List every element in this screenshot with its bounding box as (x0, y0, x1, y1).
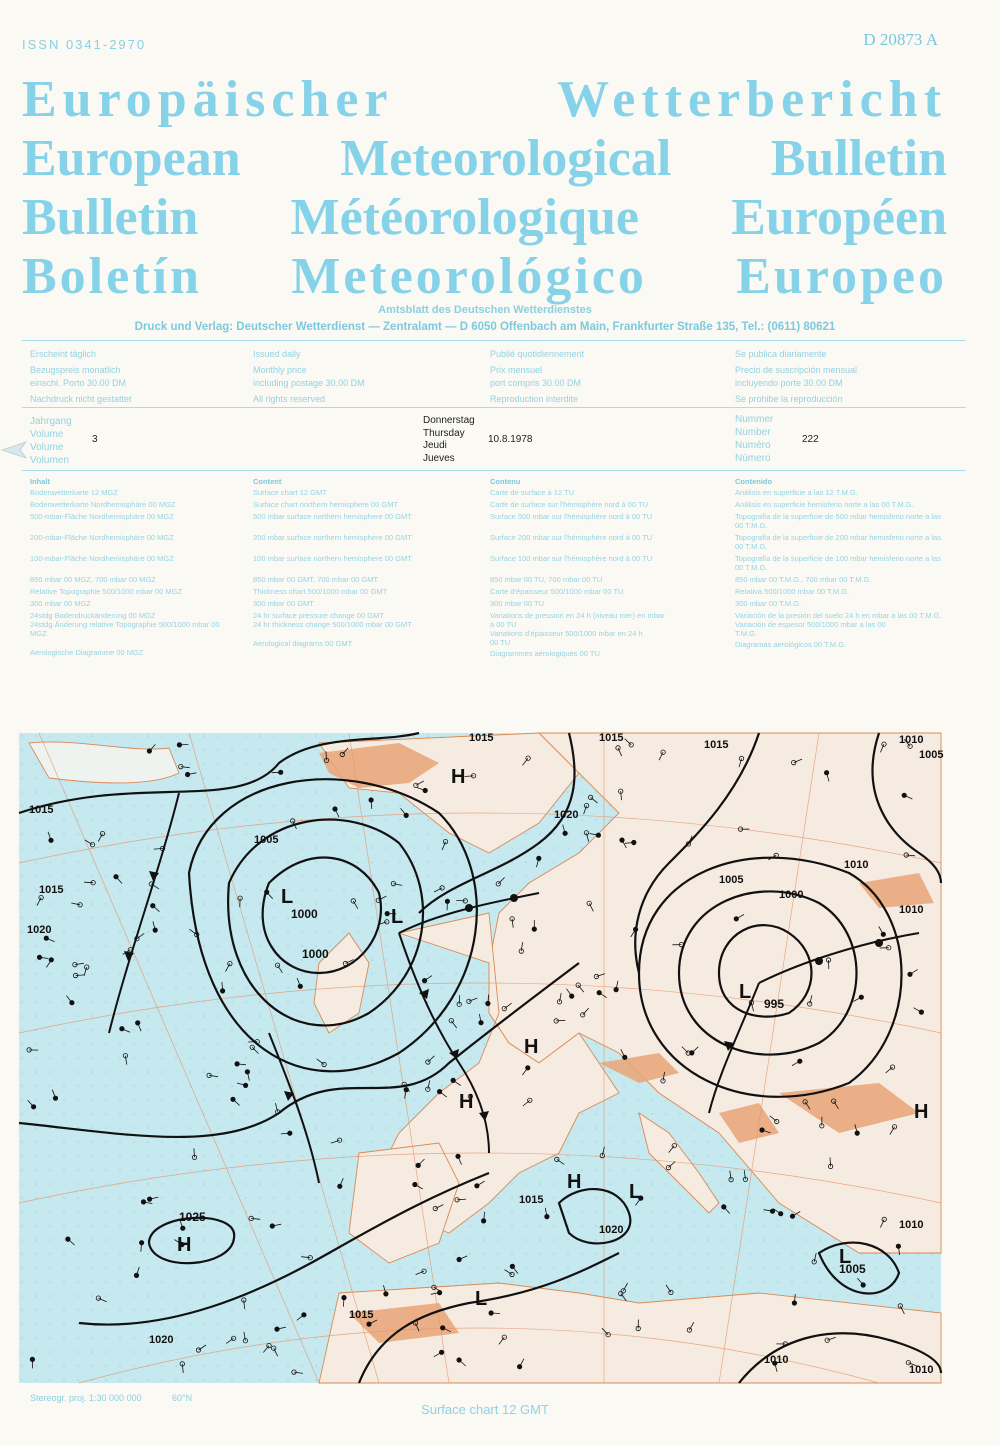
contents-item: 200 mbar surface northern hemisphere 00 GMT (253, 533, 412, 542)
contents-item: 24 hr surface pressure change 00 GMT (253, 611, 384, 620)
pressure-center-l: L (629, 1181, 642, 1203)
isobar-label: 1020 (149, 1334, 174, 1346)
isobar-label: 1010 (764, 1354, 789, 1366)
weekday-labels (423, 415, 475, 465)
sub-line: Se publica diariamente (735, 349, 827, 359)
isobar-label: 1005 (919, 749, 944, 761)
isobar-label: 1010 (844, 859, 869, 871)
station-marker (422, 978, 426, 982)
isobar-label: 1005 (719, 874, 744, 886)
pressure-center-l: L (739, 981, 752, 1003)
contents-item: 100-mbar-Fläche Nordhemisphäre 00 MGZ (30, 554, 174, 563)
center-pressure-value: 1000 (291, 907, 318, 921)
title-word: Europäischer (22, 71, 394, 128)
sub-line: einschl. Porto 30.00 DM (30, 378, 127, 388)
front-semicircle (875, 939, 883, 947)
title-word: Bulletin (22, 189, 199, 246)
title-word: Europeo (736, 248, 947, 305)
wind-barb (491, 1313, 500, 1314)
weekday-label: Jeudi (423, 440, 447, 451)
subscription-fr (490, 348, 584, 406)
contents-item: Surface chart 12 GMT (253, 488, 327, 497)
subscription-es (735, 348, 857, 406)
sub-line: Bezugspreis monatlich (30, 365, 121, 375)
sub-line: Publié quotidiennement (490, 349, 585, 359)
contents-item: 300 mbar 00 GMT (253, 599, 314, 608)
contents-item: Surface 100 mbar sur l'hémisphère nord à 00 TU (490, 554, 653, 563)
sub-line: Reproduction interdite (490, 394, 579, 404)
projection-note: Stereogr. proj. 1:30 000 000 (30, 1393, 142, 1403)
isobar-label: 1010 (899, 1219, 924, 1231)
title-word: European (22, 130, 241, 187)
contents-item: Relative Topographie 500/1000 mbar 00 MGZ (30, 587, 183, 596)
contents-item: 24stdg Bodendruckänderung 00 MGZ (30, 611, 156, 620)
station-marker (451, 1078, 455, 1082)
title-word: Européen (731, 189, 947, 246)
isobar-label: 1010 (899, 734, 924, 746)
contents-heading: Contenu (490, 477, 521, 486)
contents-item: Análisis en superficie hemisferio norte a las 00 T.M.G. (735, 500, 914, 509)
volume-label: Volume (30, 442, 64, 453)
contents-de (30, 477, 220, 657)
isobar-label: 1015 (704, 739, 729, 751)
contents-item: Carte de surface sur l'hémisphère nord à 00 TU (490, 500, 649, 509)
station-marker (475, 1184, 479, 1188)
pressure-center-h: H (459, 1091, 474, 1113)
station-marker (338, 1184, 342, 1188)
sub-line: port compris 30.00 DM (490, 378, 582, 388)
center-pressure-value: 1025 (179, 1210, 206, 1224)
station-marker (457, 1257, 461, 1261)
divider (22, 340, 966, 341)
contents-item: Variations d'épaisseur 500/1000 mbar en 24 h 00 TU (490, 629, 643, 647)
contents-heading: Content (253, 477, 282, 486)
title-word: Meteorológico (291, 248, 647, 305)
number-labels (735, 413, 773, 465)
title-german (22, 70, 947, 129)
weekday-label: Thursday (423, 427, 465, 439)
contents-item: Diagrammes aérologiques 00 TU (490, 649, 600, 658)
sub-line: including postage 30.00 DM (253, 378, 365, 388)
contents-item: Diagramas aerológicos 00 T.M.G. (735, 640, 847, 649)
sub-line: Nachdruck nicht gestattet (30, 394, 132, 404)
center-pressure-value: 995 (764, 997, 785, 1011)
sub-line: Prix mensuel (490, 365, 543, 375)
volume-labels (30, 415, 72, 467)
title-word: Boletín (22, 248, 202, 305)
chart-caption: Surface chart 12 GMT (421, 1402, 549, 1417)
contents-en (253, 477, 423, 648)
title-block (22, 70, 947, 306)
sub-line: All rights reserved (253, 394, 326, 404)
pressure-center-h: H (451, 766, 466, 788)
isobar-label: 1015 (39, 884, 64, 896)
sub-line: Issued daily (253, 349, 301, 359)
weather-map (19, 732, 944, 1383)
wind-barb (456, 900, 465, 901)
weather-chart (19, 732, 944, 1383)
contents-item: Topografía de la superficie de 200 mbar hemisferio norte a las 00 T.M.G. (735, 533, 941, 551)
isobar-label: 1020 (27, 924, 52, 936)
isobar-label: 1015 (519, 1194, 544, 1206)
volume-label: Jahrgang (30, 416, 72, 427)
issue-number: 222 (802, 434, 819, 445)
pressure-center-h: H (177, 1234, 192, 1256)
contents-item: Surface chart northern hemisphere 00 GMT (253, 500, 399, 509)
station-marker (798, 1059, 802, 1063)
contents-item: Bodenwetterkarte Nordhemisphäre 00 MGZ (30, 500, 176, 509)
binding-arrow-icon (0, 440, 28, 460)
contents-item: Surface 500 mbar sur l'hémisphère nord à 00 TU (490, 512, 653, 521)
station-marker (413, 1182, 417, 1186)
number-label: Numéro (735, 440, 771, 451)
contents-item: 300 mbar 00 TU (490, 599, 545, 608)
contents-item: 850 mbar 00 MGZ, 700 mbar 00 MGZ (30, 575, 156, 584)
contents-item: Análisis en superficie a las 12 T.M.G. (735, 488, 858, 497)
contents-item: 850 mbar 00 TU, 700 mbar 00 TU (490, 575, 603, 584)
contents-item: Bodenwetterkarte 12 MGZ (30, 488, 118, 497)
pressure-center-h: H (524, 1036, 539, 1058)
title-word: Bulletin (770, 130, 947, 187)
isobar-label: 1010 (899, 904, 924, 916)
center-pressure-value: 1005 (839, 1262, 866, 1276)
volume-label: Volumen (30, 455, 69, 466)
pressure-center-h: H (914, 1101, 929, 1123)
number-label: Número (735, 453, 771, 464)
contents-item: 850 mbar 00 GMT, 700 mbar 00 GMT (253, 575, 379, 584)
contents-item: Topografía de la superficie de 100 mbar hemisferio norte a las 00 T.M.G. (735, 554, 941, 572)
subscription-de (30, 348, 132, 406)
contents-item: 100 mbar surface northern hemisphere 00 GMT (253, 554, 412, 563)
station-marker (136, 1021, 140, 1025)
contents-item: 500 mbar surface northern hemisphere 00 GMT (253, 512, 412, 521)
front-semicircle (465, 904, 473, 912)
weekday-label: Jueves (423, 452, 455, 464)
contents-item: Relativa 500/1000 mbar 00 T.M.G. (735, 587, 850, 596)
contents-item: Variación de la presión del suelo 24 h en mbar a las 00 T.M.G. (735, 611, 942, 620)
contents-item: Thickness chart 500/1000 mbar 00 GMT (253, 587, 388, 596)
contents-item: Aerological diagrams 00 GMT (253, 639, 353, 648)
contents-item: Carte d'épaisseur 500/1000 mbar 00 TU (490, 587, 624, 596)
contents-fr (490, 477, 670, 658)
isobar-label: 1015 (599, 732, 624, 744)
station-marker (623, 1055, 627, 1059)
sub-line: Erscheint täglich (30, 349, 97, 359)
station-marker (120, 1027, 124, 1031)
issn: ISSN 0341-2970 (22, 37, 147, 52)
wind-barb (326, 751, 327, 760)
front-semicircle (510, 894, 518, 902)
subscription-en (253, 348, 365, 406)
title-word: Météorologique (290, 189, 640, 246)
contents-item: 300 mbar 00 MGZ (30, 599, 91, 608)
title-spanish (22, 247, 947, 306)
pressure-center-l: L (391, 906, 404, 928)
pressure-center-l: L (475, 1288, 488, 1310)
title-english (22, 129, 947, 188)
publisher-line: Druck und Verlag: Deutscher Wetterdienst — Zentralamt — D 6050 Offenbach am Main, Frankfurter Straße 135, Tel.: (0611) 80621 (134, 321, 836, 333)
contents-item: Carte de surface à 12 TU (490, 488, 575, 497)
station-marker (902, 793, 906, 797)
contents-item: Topografía de la superficie de 500 mbar hemisferio norte a las 00 T.M.G. (735, 512, 941, 530)
title-word: Wetterbericht (557, 71, 947, 128)
divider (22, 407, 966, 408)
number-label: Number (735, 427, 771, 438)
contents-item: 500-mbar-Fläche Nordhemisphäre 00 MGZ (30, 512, 174, 521)
contents-item: Variations de pression en 24 h (niveau mer) en mbar à 00 TU (490, 611, 665, 629)
contents-es (735, 477, 945, 649)
volume-number: 3 (92, 434, 98, 445)
sub-line: Monthly price (253, 365, 307, 375)
wind-barb (84, 882, 93, 883)
contents-item: Aerologische Diagramme 00 MGZ (30, 648, 144, 657)
station-marker (620, 838, 624, 842)
sub-line: incluyendo porte 30.00 DM (735, 378, 843, 388)
contents-item: 850 mbar 00 T.M.G., 700 mbar 00 T.M.G. (735, 575, 872, 584)
isobar-label: 1015 (349, 1309, 374, 1321)
pressure-center-l: L (839, 1246, 852, 1268)
pressure-center-h: H (567, 1171, 582, 1193)
station-marker (49, 958, 53, 962)
document-code: D 20873 A (863, 30, 938, 49)
isobar-label: 1005 (254, 834, 279, 846)
isobar-label: 1010 (909, 1364, 934, 1376)
weekday-label: Donnerstag (423, 415, 475, 426)
number-label: Nummer (735, 414, 774, 425)
contents-item: 24 hr thickness change 500/1000 mbar 00 GMT (253, 620, 412, 629)
title-french (22, 188, 947, 247)
issue-date: 10.8.1978 (488, 434, 533, 445)
center-pressure-value: 1000 (302, 947, 329, 961)
contents-item: 200-mbar-Fläche Nordhemisphäre 00 MGZ (30, 533, 174, 542)
sub-line: Precio de suscripción mensual (735, 365, 858, 375)
contents-item: 300 mbar 00 T.M.G. (735, 599, 802, 608)
front-semicircle (815, 957, 823, 965)
sub-line: Se prohibe la reproducción (735, 394, 843, 404)
divider (22, 470, 966, 471)
pressure-center-l: L (281, 886, 294, 908)
contents-heading: Inhalt (30, 477, 50, 486)
contents-item: 24stdg Änderung relative Topographie 500/1000 mbar 00 MGZ (30, 620, 220, 638)
isobar-label: 1000 (779, 889, 804, 901)
isobar-label: 1020 (554, 809, 579, 821)
contents-item: Surface 200 mbar sur l'hémisphère nord à 00 TU (490, 533, 653, 542)
isobar-label: 1020 (599, 1224, 624, 1236)
isobar-label: 1015 (29, 804, 54, 816)
amtsblatt: Amtsblatt des Deutschen Wetterdienstes (378, 304, 592, 316)
contents-heading: Contenido (735, 477, 773, 486)
contents-item: Variación de espesor 500/1000 mbar a las 00 T.M.G. (735, 620, 886, 638)
title-word: Meteorological (340, 130, 672, 187)
isobar-label: 1015 (469, 732, 494, 744)
volume-label: Volume (30, 429, 64, 440)
latitude-note: 60°N (172, 1393, 193, 1403)
